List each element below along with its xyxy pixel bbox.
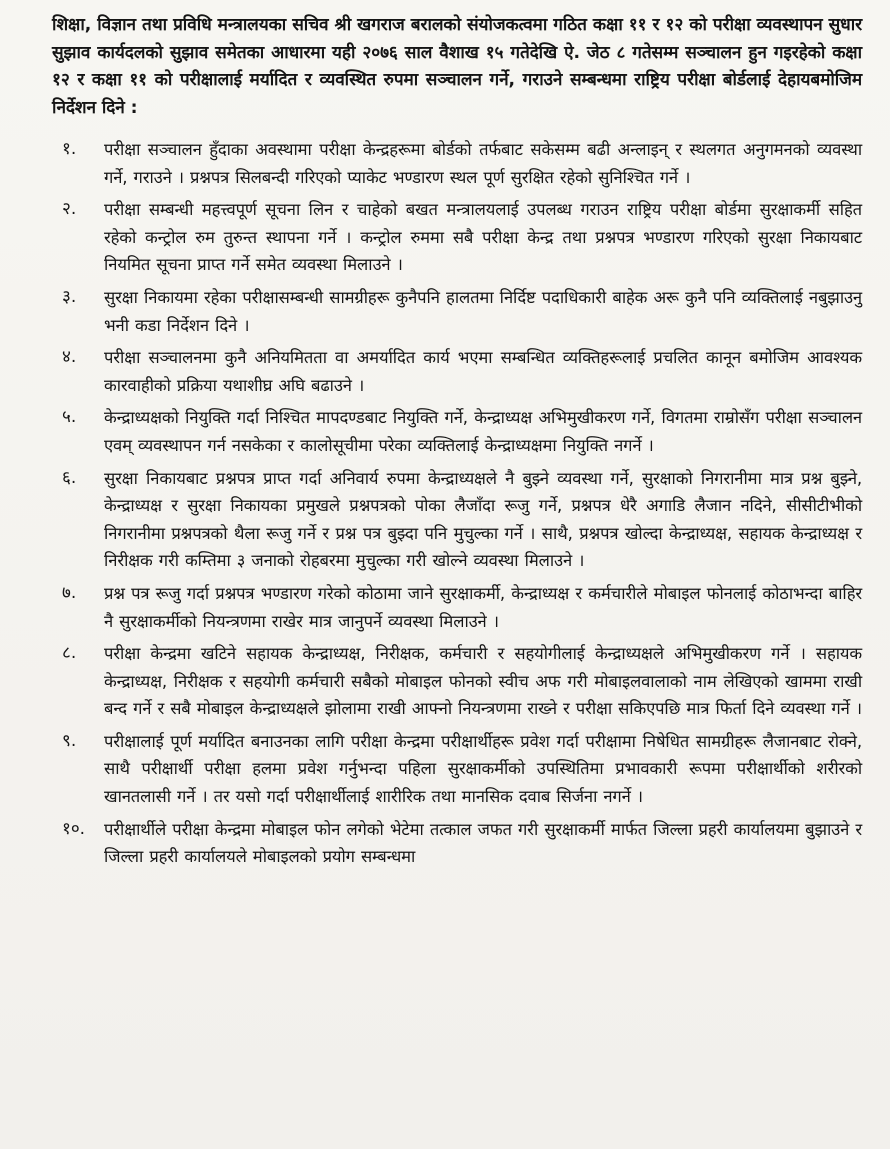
item-text: परीक्षा सञ्चालनमा कुनै अनियमितता वा अमर्यादित कार्य भएमा सम्बन्धित व्यक्तिहरूलाई प्रचलित कानून बमोजिम आवश्यक कारवाहीको प्रक्रिया यथाशीघ्र अघि बढाउने । — [104, 348, 862, 395]
item-text: सुरक्षा निकायबाट प्रश्नपत्र प्राप्त गर्दा अनिवार्य रुपमा केन्द्राध्यक्षले नै बुझ्ने व्यवस्था गर्ने, सुरक्षाको निगरानीमा मात्र प्रश्न बुझ्ने, केन्द्राध्यक्ष र सुरक्षा निकायका प्रमुखले प्रश्नपत्रको पोका लैजाँदा रूजु गर्ने, प्रश्नपत्र धेरै अगाडि लैजान नदिने, सीसीटीभीको निगरानीमा प्रश्नपत्रको थैला रूजु गर्ने र प्रश्न पत्र बुझ्दा पनि मुचुल्का गर्ने । साथै, प्रश्नपत्र खोल्दा केन्द्राध्यक्ष, सहायक केन्द्राध्यक्ष र निरीक्षक गरी कम्तिमा ३ जनाको रोहबरमा मुचुल्का गरी खोल्ने व्यवस्था मिलाउने । — [104, 468, 862, 571]
intro-paragraph: शिक्षा, विज्ञान तथा प्रविधि मन्त्रालयका सचिव श्री खगराज बरालको संयोजकत्वमा गठित कक्षा ११ र १२ को परीक्षा व्यवस्थापन सुधार सुझाव कार्यदलको सुझाव समेतका आधारमा यही २०७६ साल वैशाख १५ गतेदेखि ऐ. जेठ ८ गतेसम्म सञ्चालन हुन गइरहेको कक्षा १२ र कक्षा ११ को परीक्षालाई मर्यादित र व्यवस्थित रुपमा सञ्चालन गर्ने, गराउने सम्बन्धमा राष्ट्रिय परीक्षा बोर्डलाई देहायबमोजिम निर्देशन दिने : — [52, 15, 862, 118]
item-text: सुरक्षा निकायमा रहेका परीक्षासम्बन्धी सामग्रीहरू कुनैपनि हालतमा निर्दिष्ट पदाधिकारी बाहेक अरू कुनै पनि व्यक्तिलाई नबुझाउनु भनी कडा निर्देशन दिने । — [104, 287, 862, 335]
item-number: ३. — [62, 286, 77, 307]
list-item-10 — [52, 816, 862, 871]
item-number: ७. — [62, 582, 77, 603]
item-text: प्रश्न पत्र रूजु गर्दा प्रश्नपत्र भण्डारण गरेको कोठामा जाने सुरक्षाकर्मी, केन्द्राध्यक्ष र कर्मचारीले मोबाइल फोनलाई कोठाभन्दा बाहिर नै सुरक्षाकर्मीको नियन्त्रणमा राखेर मात्र जानुपर्ने व्यवस्था मिलाउने । — [104, 583, 862, 631]
item-number: २. — [62, 199, 77, 220]
item-text: परीक्षा सञ्चालन हुँदाका अवस्थामा परीक्षा केन्द्रहरूमा बोर्डको तर्फबाट सकेसम्म बढी अन्लाइन् र स्थलगत अनुगमनको व्यवस्था गर्ने, गराउने । प्रश्नपत्र सिलबन्दी गरिएको प्याकेट भण्डारण स्थल पूर्ण सुरक्षित रहेको सुनिश्चित गर्ने । — [104, 140, 862, 187]
list-item-6 — [52, 465, 862, 575]
item-number: ८. — [62, 643, 77, 664]
item-text: परीक्षार्थीले परीक्षा केन्द्रमा मोबाइल फोन लगेको भेटेमा तत्काल जफत गरी सुरक्षाकर्मी मार्फत जिल्ला प्रहरी कार्यालयमा बुझाउने र जिल्ला प्रहरी कार्यालयले मोबाइलको प्रयोग सम्बन्धमा — [104, 819, 862, 867]
item-number: ४. — [62, 347, 77, 368]
item-number: ५. — [62, 407, 77, 428]
list-item-2 — [52, 196, 862, 279]
list-item-4 — [52, 344, 862, 399]
list-item-9 — [52, 728, 862, 811]
list-item-3 — [52, 284, 862, 339]
directive-list — [52, 136, 862, 871]
item-number: १०. — [62, 818, 86, 839]
list-item-5 — [52, 404, 862, 459]
list-item-7 — [52, 580, 862, 635]
item-text: परीक्षा केन्द्रमा खटिने सहायक केन्द्राध्यक्ष, निरीक्षक, कर्मचारी र सहयोगीलाई केन्द्राध्यक्षले अभिमुखीकरण गर्ने । सहायक केन्द्राध्यक्ष, निरीक्षक र सहयोगी कर्मचारी सबैको मोबाइल फोनको स्वीच अफ गरी मोबाइलवालाको नाम लेखिएको खाममा राखी बन्द गर्ने र सबै मोबाइल केन्द्राध्यक्षले झोलामा राखी आफ्नो नियन्त्रणमा राख्ने र परीक्षा सकिएपछि मात्र फिर्ता दिने व्यवस्था गर्ने । — [104, 644, 862, 719]
item-number: ६. — [62, 467, 77, 488]
item-number: १. — [62, 139, 77, 159]
item-text: परीक्षा सम्बन्धी महत्त्वपूर्ण सूचना लिन र चाहेको बखत मन्त्रालयलाई उपलब्ध गराउन राष्ट्रिय परीक्षा बोर्डमा सुरक्षाकर्मी सहित रहेको कन्ट्रोल रुम तुरुन्त स्थापना गर्ने । कन्ट्रोल रुममा सबै परीक्षा केन्द्र तथा प्रश्नपत्र भण्डारण गरिएको सुरक्षा निकायबाट नियमित सूचना प्राप्त गर्ने समेत व्यवस्था मिलाउने । — [104, 200, 862, 275]
item-text: केन्द्राध्यक्षको नियुक्ति गर्दा निश्चित मापदण्डबाट नियुक्ति गर्ने, केन्द्राध्यक्ष अभिमुखीकरण गर्ने, विगतमा राम्रोसँग परीक्षा सञ्चालन एवम् व्यवस्थापन गर्न नसकेका र कालोसूचीमा परेका व्यक्तिलाई केन्द्राध्यक्षमा नियुक्ति नगर्ने । — [104, 408, 862, 455]
list-item-8 — [52, 640, 862, 723]
item-number: ९. — [62, 730, 77, 751]
list-item-1 — [52, 136, 862, 191]
item-text: परीक्षालाई पूर्ण मर्यादित बनाउनका लागि परीक्षा केन्द्रमा परीक्षार्थीहरू प्रवेश गर्दा परीक्षामा निषेधित सामग्रीहरू लैजानबाट रोक्ने, साथै परीक्षार्थी परीक्षा हलमा प्रवेश गर्नुभन्दा पहिला सुरक्षाकर्मीको उपस्थितिमा प्रभावकारी रूपमा परीक्षार्थीको शरीरको खानतलासी गर्ने । तर यसो गर्दा परीक्षार्थीलाई शारीरिक तथा मानसिक दवाब सिर्जना नगर्ने । — [104, 731, 862, 807]
